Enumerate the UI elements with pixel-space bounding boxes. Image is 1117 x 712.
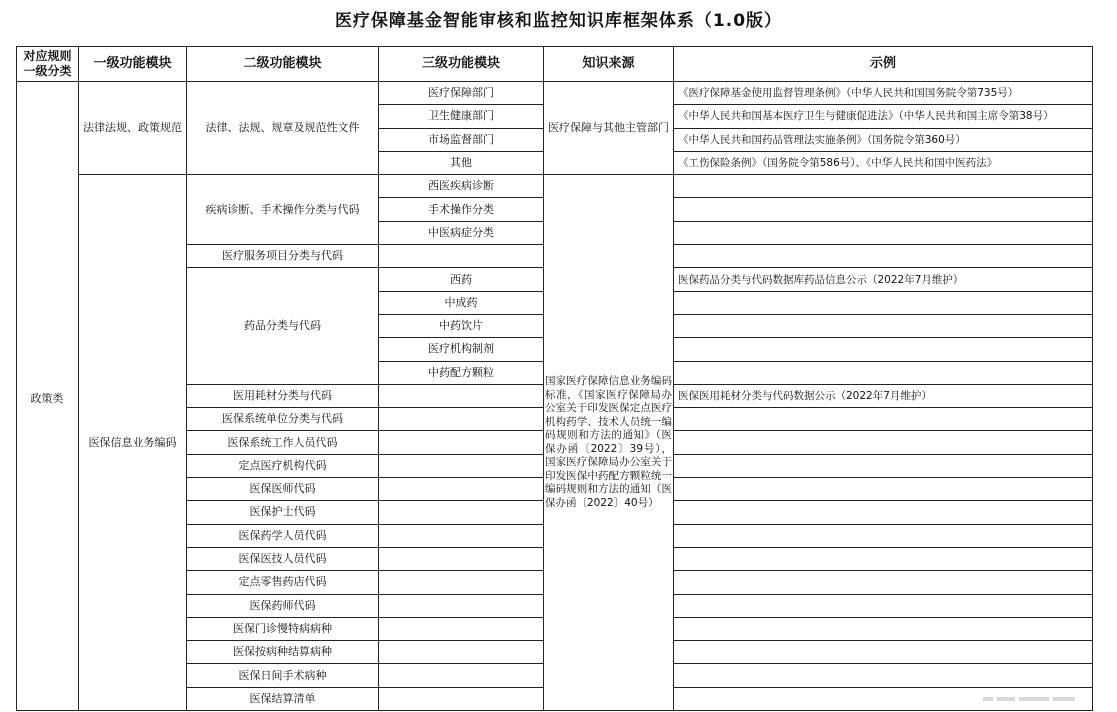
example-cell: [674, 314, 1093, 337]
other-level2: 医保护士代码: [187, 501, 379, 524]
law-level3: 市场监督部门: [379, 128, 544, 151]
example-cell: [674, 198, 1093, 221]
consumables-level2: 医用耗材分类与代码: [187, 384, 379, 407]
example-cell: [674, 478, 1093, 501]
level3-cell: [379, 571, 544, 594]
other-level2: 定点医疗机构代码: [187, 454, 379, 477]
other-level2: 医保药学人员代码: [187, 524, 379, 547]
example-cell: [674, 291, 1093, 314]
example-cell: [674, 664, 1093, 687]
drug-level2: 药品分类与代码: [187, 268, 379, 384]
header-category: 对应规则一级分类: [17, 47, 79, 82]
example-cell: [674, 524, 1093, 547]
law-module1: 法律法规、政策规范: [79, 82, 187, 175]
watermark: [983, 686, 1093, 694]
other-level2: 医保按病种结算病种: [187, 641, 379, 664]
example-cell: [674, 571, 1093, 594]
diagnosis-level3: 西医疾病诊断: [379, 175, 544, 198]
level3-cell: [379, 617, 544, 640]
other-level2: 医保系统工作人员代码: [187, 431, 379, 454]
table-row: [17, 82, 1093, 105]
law-level3: 医疗保障部门: [379, 82, 544, 105]
example-cell: [674, 221, 1093, 244]
example-cell: [674, 175, 1093, 198]
drug-level3: 西药: [379, 268, 544, 291]
level3-cell: [379, 547, 544, 570]
category-cell: [17, 175, 79, 711]
diagnosis-level3: 中医病症分类: [379, 221, 544, 244]
other-level2: 医保门诊慢特病病种: [187, 617, 379, 640]
law-example: 《中华人民共和国药品管理法实施条例》（国务院令第360号）: [674, 128, 1093, 151]
header-source: 知识来源: [544, 47, 674, 82]
level3-cell: [379, 664, 544, 687]
example-cell: [674, 454, 1093, 477]
table-row: [17, 175, 1093, 198]
level3-cell: [379, 454, 544, 477]
header-row: [17, 47, 1093, 82]
example-cell: [674, 641, 1093, 664]
law-example: 《医疗保障基金使用监督管理条例》（中华人民共和国国务院令第735号）: [674, 82, 1093, 105]
example-cell: [674, 408, 1093, 431]
category-label: 政策类: [17, 390, 77, 406]
example-cell: [674, 617, 1093, 640]
law-example: 《工伤保险条例》（国务院令第586号）、《中华人民共和国中医药法》: [674, 151, 1093, 174]
other-level2: 医保医技人员代码: [187, 547, 379, 570]
diagnosis-level3: 手术操作分类: [379, 198, 544, 221]
drug-level3: 中药饮片: [379, 314, 544, 337]
level3-cell: [379, 501, 544, 524]
law-example: 《中华人民共和国基本医疗卫生与健康促进法》（中华人民共和国主席令第38号）: [674, 105, 1093, 128]
coding-source: 国家医疗保障信息业务编码标准，《国家医疗保障局办公室关于印发医保定点医疗机构药学、技术人员统一编码规则和方法的通知》（医保办函〔2022〕39号），国家医疗保障局办公室关于印发医保中药配方颗粒统一编码规则和方法的通知（医保办函〔2022〕40号）: [544, 175, 674, 711]
example-cell: [674, 594, 1093, 617]
category-cell: [17, 82, 79, 175]
other-level2: 医保系统单位分类与代码: [187, 408, 379, 431]
level3-cell: [379, 641, 544, 664]
page-title: 医疗保障基金智能审核和监控知识库框架体系（1.0版）: [334, 11, 783, 31]
law-source: 医疗保障与其他主管部门: [544, 82, 674, 175]
example-cell: [674, 431, 1093, 454]
consumables-example: 医保医用耗材分类与代码数据公示（2022年7月维护）: [674, 384, 1093, 407]
example-cell: [674, 245, 1093, 268]
example-cell: [674, 361, 1093, 384]
drug-level3: 医疗机构制剂: [379, 338, 544, 361]
law-module2: 法律、法规、规章及规范性文件: [187, 82, 379, 175]
header-level2: 二级功能模块: [187, 47, 379, 82]
drug-level3: 中药配方颗粒: [379, 361, 544, 384]
example-cell: [674, 338, 1093, 361]
law-level3: 其他: [379, 151, 544, 174]
service-item-level2: 医疗服务项目分类与代码: [187, 245, 379, 268]
header-example: 示例: [674, 47, 1093, 82]
other-level2: 医保日间手术病种: [187, 664, 379, 687]
law-level3: 卫生健康部门: [379, 105, 544, 128]
other-level2: 定点零售药店代码: [187, 571, 379, 594]
level3-cell: [379, 524, 544, 547]
drug-level3: 中成药: [379, 291, 544, 314]
header-level1: 一级功能模块: [79, 47, 187, 82]
other-level2: 医保结算清单: [187, 687, 379, 710]
level3-cell: [379, 431, 544, 454]
level3-cell: [379, 245, 544, 268]
level3-cell: [379, 594, 544, 617]
drug-example: 医保药品分类与代码数据库药品信息公示（2022年7月维护）: [674, 268, 1093, 291]
framework-table: [16, 46, 1093, 711]
level3-cell: [379, 478, 544, 501]
level3-cell: [379, 408, 544, 431]
level3-cell: [379, 687, 544, 710]
level3-cell: [379, 384, 544, 407]
example-cell: [674, 501, 1093, 524]
other-level2: 医保医师代码: [187, 478, 379, 501]
header-level3: 三级功能模块: [379, 47, 544, 82]
example-cell: [674, 547, 1093, 570]
diagnosis-level2: 疾病诊断、手术操作分类与代码: [187, 175, 379, 245]
other-level2: 医保药师代码: [187, 594, 379, 617]
coding-module1: 医保信息业务编码: [79, 175, 187, 711]
